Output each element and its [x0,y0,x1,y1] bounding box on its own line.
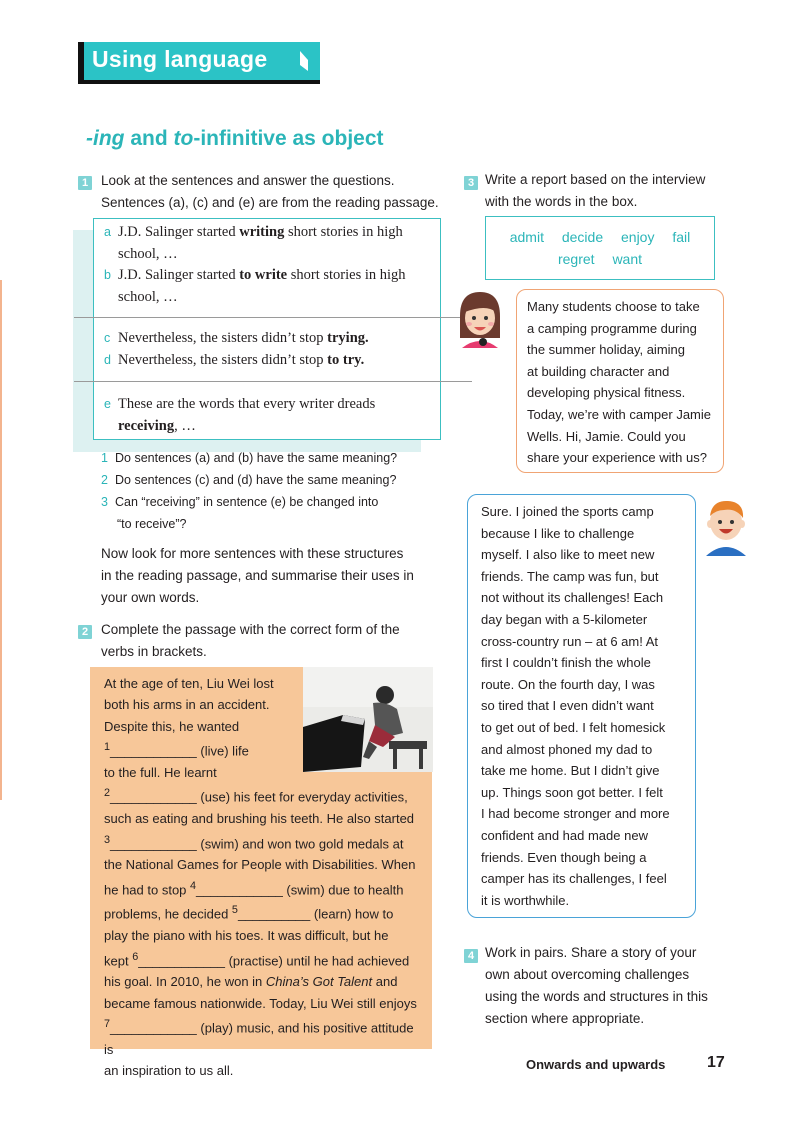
blank-5: __________ [237,906,311,922]
section-banner [78,42,320,84]
question-item-cont: “to receive”? [117,517,187,531]
passage-text: At the age of ten, Liu Wei lost both his arms in an accident. Despite this, he wanted $^1$____________ (live) life to the full. He learnt $^2$____________ (use) his feet for everyday activities, such as eating and brushing his teeth. He also started $^3$____________ (swim) and won two gold medals at the National Games for People with Disabilities. When he had to stop $^4$____________ (swim) due to health problems, he decided $^5$__________ (learn) how to play the piano with his toes. It was difficult, but he kept $^6$____________ (practise) until he had achieved his goal. In 2010, he won in China’s Got Talent and became famous nationwide. Today, Liu Wei still enjoys $^7$____________ (play) music, and his positive attitude is an inspiration to us all. [104,676,417,1079]
exercise-3-badge: 3 [464,176,478,190]
exercise-3-instruction: Write a report based on the interview with the words in the box. [485,172,706,209]
page-number: 17 [707,1054,725,1071]
interviewer-avatar-icon [456,290,504,348]
blank-2: ____________ [110,789,197,805]
word-item: admit [509,229,544,245]
word-item: decide [561,229,604,245]
blank-1: ____________ [110,743,197,759]
exercise-1-badge: 1 [78,176,92,190]
word-item: enjoy [621,229,655,245]
example-d: d Nevertheless, the sisters didn’t stop to try. [104,352,365,368]
exercise-4-badge: 4 [464,949,478,963]
word-item: fail [672,229,691,245]
question-item: 1 Do sentences (a) and (b) have the same meaning? [101,451,398,465]
exercise-2-instruction: Complete the passage with the correct form of the verbs in brackets. [101,622,400,659]
word-box [485,216,715,280]
blank-6: ____________ [138,952,225,968]
camper-speech-bubble: Sure. I joined the sports camp because I like to challenge myself. I also like to meet new friends. The camp was fun, but not without its challenges! Each day began with a 5-kilometer cross-country run – at 6 am! At first I couldn’t finish the whole route. On the fourth day, I was so tired that I even didn’t want to get out of bed. I felt homesick and almost phoned my dad to take me home. But I didn’t give up. Things soon got better. I felt I had become stronger and more confident and had made new friends. Even though being a camper has its challenges, I feel it is worthwhile. [467,494,696,918]
footer-unit-title: Onwards and upwards [526,1057,666,1072]
exercise-1-instruction: Look at the sentences and answer the questions. Sentences (a), (c) and (e) are from the reading passage. [101,173,439,210]
page-edge-line [0,280,2,800]
divider [74,317,472,318]
question-item: 2 Do sentences (c) and (d) have the same meaning? [101,473,397,487]
divider [74,381,472,382]
camper-avatar-icon [704,498,748,556]
question-item: 3 Can “receiving” in sentence (e) be changed into [101,495,379,509]
pianist-photo [303,667,433,772]
banner-title: Using language [92,46,268,72]
exercise-4-instruction: Work in pairs. Share a story of your own about overcoming challenges using the words and structures in this section where appropriate. [485,945,708,1026]
blank-3: ____________ [110,835,197,851]
word-item: regret [557,251,595,267]
blank-7: ____________ [110,1020,197,1036]
blank-4: ____________ [196,881,283,897]
word-item: want [612,251,643,267]
banner-inner [84,42,320,80]
bookmark-icon [300,51,308,71]
followup-instruction: Now look for more sentences with these structures in the reading passage, and summarise their uses in your own words. [101,546,414,605]
example-c: c Nevertheless, the sisters didn’t stop trying. [104,330,369,346]
interviewer-speech-bubble: Many students choose to take a camping programme during the summer holiday, aiming at building character and developing physical fitness. Today, we’re with camper Jamie Wells. Hi, Jamie. Could you share your experience with us? [516,289,724,473]
example-e: e These are the words that every writer dreads receiving, … [104,396,376,434]
example-sentences-box [93,218,441,440]
exercise-2-badge: 2 [78,625,92,639]
example-a: a J.D. Salinger started writing short stories in high school, … [104,224,403,262]
example-b: b J.D. Salinger started to write short stories in high school, … [104,267,406,305]
questions-list [101,447,441,535]
section-title: -ing and to-infinitive as object [86,127,384,150]
